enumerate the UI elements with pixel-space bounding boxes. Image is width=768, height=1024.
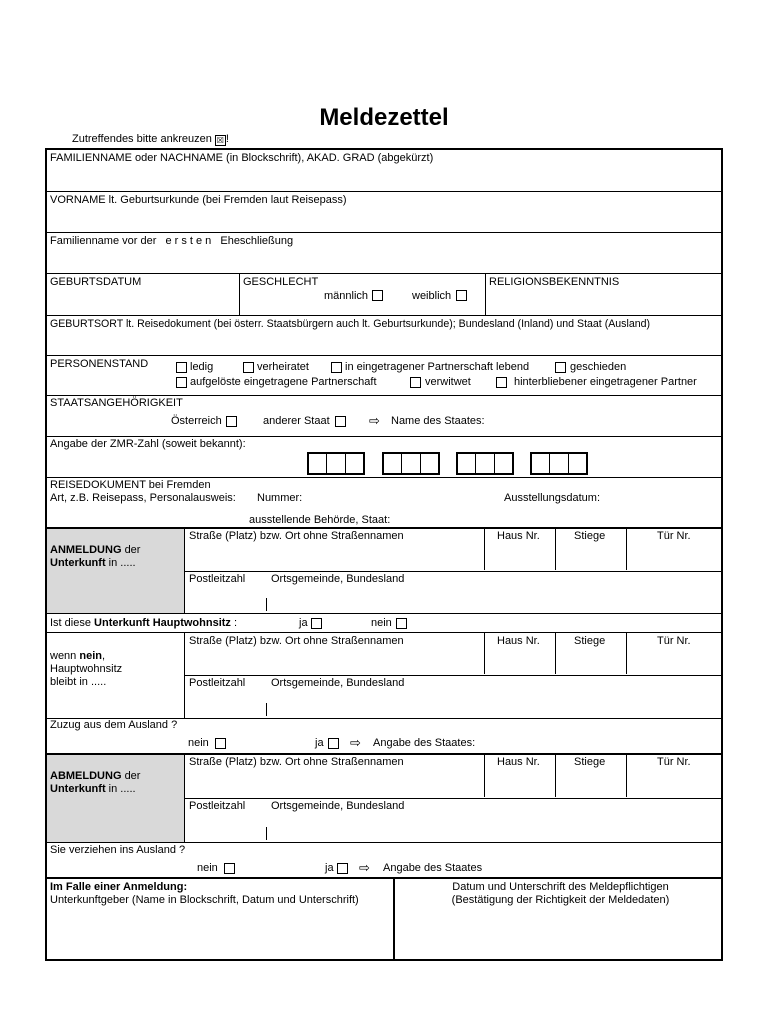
verziehen-angabe-label: Angabe des Staates xyxy=(383,862,483,874)
zuzug-ja-checkbox[interactable] xyxy=(328,738,339,749)
row-geburtsort[interactable] xyxy=(47,316,721,356)
row-geburtsdatum xyxy=(47,274,721,316)
aufgeloest-checkbox[interactable] xyxy=(176,377,187,388)
geschlecht-label: GESCHLECHT xyxy=(243,276,319,288)
hinterblieben-label: hinterbliebener eingetragener Partner xyxy=(514,376,697,388)
arrow-right-icon: ⇨ xyxy=(359,860,370,875)
aufgeloest-label: aufgelöste eingetragene Partnerschaft xyxy=(190,376,377,388)
row-familienname[interactable] xyxy=(47,150,721,192)
weiblich-label: weiblich xyxy=(412,290,452,302)
hauptwohnsitz-stiege-label: Stiege xyxy=(574,635,606,647)
page-title: Meldezettel xyxy=(319,104,449,131)
arrow-right-icon: ⇨ xyxy=(350,735,361,750)
geschieden-label: geschieden xyxy=(570,361,627,373)
oesterreich-label: Österreich xyxy=(171,415,222,427)
instruction-text: Zutreffendes bitte ankreuzen ☒ ! xyxy=(72,133,229,145)
unterkunftgeber-label: Unterkunftgeber (Name in Blockschrift, Datum und Unterschrift) xyxy=(50,894,359,906)
zuzug-ja-label: ja xyxy=(315,737,324,749)
verwitwet-checkbox[interactable] xyxy=(410,377,421,388)
verziehen-ja-label: ja xyxy=(325,862,334,874)
abmeldung-unterkunft-label: Unterkunft in ..... xyxy=(50,783,136,795)
anmeldung-label: ANMELDUNG der xyxy=(50,544,141,556)
hauptwohnsitz-label: Hauptwohnsitz xyxy=(50,663,123,675)
anderer-staat-checkbox[interactable] xyxy=(335,416,346,427)
row-vorname[interactable] xyxy=(47,192,721,233)
hauptwohnsitz-haus-label: Haus Nr. xyxy=(497,635,540,647)
zmr-digits-group-4[interactable] xyxy=(530,452,588,475)
verziehen-label: Sie verziehen ins Ausland ? xyxy=(50,844,186,856)
row-verziehen xyxy=(47,843,721,879)
oesterreich-checkbox[interactable] xyxy=(226,416,237,427)
abmeldung-tuer-label: Tür Nr. xyxy=(657,756,691,768)
abmeldung-gemeinde-label: Ortsgemeinde, Bundesland xyxy=(271,800,405,812)
vorname-label: VORNAME lt. Geburtsurkunde (bei Fremden laut Reisepass) xyxy=(50,194,347,206)
anmeldung-unterkunft-label: Unterkunft in ..... xyxy=(50,557,136,569)
anmeldung-plz-label: Postleitzahl xyxy=(189,573,246,585)
hauptwohnsitz-plz-label: Postleitzahl xyxy=(189,677,246,689)
erste-ehe-label: Familienname vor der e r s t e n Eheschließung xyxy=(50,235,294,247)
verwitwet-label: verwitwet xyxy=(425,376,471,388)
reisedokument-art-label: Art, z.B. Reisepass, Personalausweis: xyxy=(50,492,236,504)
anmeldung-stiege-label: Stiege xyxy=(574,530,606,542)
im-falle-label: Im Falle einer Anmeldung: xyxy=(50,881,188,893)
row-signatures xyxy=(47,879,721,959)
zuzug-angabe-label: Angabe des Staates: xyxy=(373,737,476,749)
row-staatsangehoerigkeit xyxy=(47,396,721,437)
zmr-digits-group-3[interactable] xyxy=(456,452,514,475)
hauptwohnsitz-strasse-label: Straße (Platz) bzw. Ort ohne Straßennamen xyxy=(189,635,404,647)
hauptwohnsitz-tuer-label: Tür Nr. xyxy=(657,635,691,647)
section-abmeldung xyxy=(47,755,721,843)
datum-unterschrift-label: Datum und Unterschrift des Meldepflichtigen xyxy=(452,881,669,893)
geburtsdatum-label: GEBURTSDATUM xyxy=(50,276,142,288)
geburtsort-label: GEBURTSORT lt. Reisedokument (bei österr. Staatsbürgern auch lt. Geburtsurkunde); Bundesland (Inland) und Staat (Ausland) xyxy=(50,318,651,330)
weiblich-checkbox[interactable] xyxy=(456,290,467,301)
arrow-right-icon: ⇨ xyxy=(369,413,380,428)
zmr-digits-group-2[interactable] xyxy=(382,452,440,475)
ledig-label: ledig xyxy=(190,361,214,373)
checked-box-icon: ☒ xyxy=(216,136,224,145)
verziehen-nein-checkbox[interactable] xyxy=(224,863,235,874)
row-personenstand xyxy=(47,356,721,396)
zuzug-nein-checkbox[interactable] xyxy=(215,738,226,749)
row-hauptwohnsitz xyxy=(47,614,721,633)
behoerde-label: ausstellende Behörde, Staat: xyxy=(249,514,391,526)
wenn-nein-label: wenn nein, xyxy=(50,650,106,662)
verziehen-nein-label: nein xyxy=(197,862,218,874)
row-name-erste-ehe[interactable] xyxy=(47,233,721,274)
anderer-staat-label: anderer Staat xyxy=(263,415,330,427)
bestaetigung-label: (Bestätigung der Richtigkeit der Meldedaten) xyxy=(451,894,670,906)
staatsangehoerigkeit-label: STAATSANGEHÖRIGKEIT xyxy=(50,397,183,409)
section-anmeldung xyxy=(47,529,721,614)
row-zmr-zahl xyxy=(47,437,721,478)
abmeldung-haus-label: Haus Nr. xyxy=(497,756,540,768)
nummer-label: Nummer: xyxy=(257,492,303,504)
name-staat-label: Name des Staates: xyxy=(391,415,485,427)
verziehen-ja-checkbox[interactable] xyxy=(337,863,348,874)
ausstellungsdatum-label: Ausstellungsdatum: xyxy=(504,492,600,504)
verheiratet-checkbox[interactable] xyxy=(243,362,254,373)
hauptwohnsitz-question: Ist diese Unterkunft Hauptwohnsitz : xyxy=(50,617,238,629)
anmeldung-gemeinde-label: Ortsgemeinde, Bundesland xyxy=(271,573,405,585)
geschieden-checkbox[interactable] xyxy=(555,362,566,373)
abmeldung-strasse-label: Straße (Platz) bzw. Ort ohne Straßennamen xyxy=(189,756,404,768)
hauptwohnsitz-ja-label: ja xyxy=(299,617,308,629)
anmeldung-strasse-label: Straße (Platz) bzw. Ort ohne Straßennamen xyxy=(189,530,404,542)
zmr-digits-group-1[interactable] xyxy=(307,452,365,475)
ledig-checkbox[interactable] xyxy=(176,362,187,373)
anmeldung-tuer-label: Tür Nr. xyxy=(657,530,691,542)
zuzug-nein-label: nein xyxy=(188,737,209,749)
personenstand-label: PERSONENSTAND xyxy=(50,358,149,370)
row-reisedokument xyxy=(47,478,721,529)
hauptwohnsitz-nein-label: nein xyxy=(371,617,392,629)
abmeldung-label: ABMELDUNG der xyxy=(50,770,141,782)
hauptwohnsitz-nein-checkbox[interactable] xyxy=(396,618,407,629)
section-hauptwohnsitz-bleibt xyxy=(47,633,721,719)
hinterblieben-checkbox[interactable] xyxy=(496,377,507,388)
hauptwohnsitz-gemeinde-label: Ortsgemeinde, Bundesland xyxy=(271,677,405,689)
hauptwohnsitz-ja-checkbox[interactable] xyxy=(311,618,322,629)
familienname-label: FAMILIENNAME oder NACHNAME (in Blockschrift), AKAD. GRAD (abgekürzt) xyxy=(50,152,434,164)
abmeldung-plz-label: Postleitzahl xyxy=(189,800,246,812)
religion-label: RELIGIONSBEKENNTNIS xyxy=(489,276,620,288)
partnerschaft-label: in eingetragener Partnerschaft lebend xyxy=(345,361,530,373)
maennlich-checkbox[interactable] xyxy=(372,290,383,301)
verheiratet-label: verheiratet xyxy=(257,361,309,373)
zmr-label: Angabe der ZMR-Zahl (soweit bekannt): xyxy=(50,438,246,450)
registration-form xyxy=(45,148,723,961)
row-zuzug xyxy=(47,719,721,755)
zuzug-label: Zuzug aus dem Ausland ? xyxy=(50,719,178,731)
maennlich-label: männlich xyxy=(324,290,369,302)
abmeldung-stiege-label: Stiege xyxy=(574,756,606,768)
bleibt-label: bleibt in ..... xyxy=(50,676,107,688)
partnerschaft-checkbox[interactable] xyxy=(331,362,342,373)
reisedokument-label: REISEDOKUMENT bei Fremden xyxy=(50,479,211,491)
anmeldung-haus-label: Haus Nr. xyxy=(497,530,540,542)
